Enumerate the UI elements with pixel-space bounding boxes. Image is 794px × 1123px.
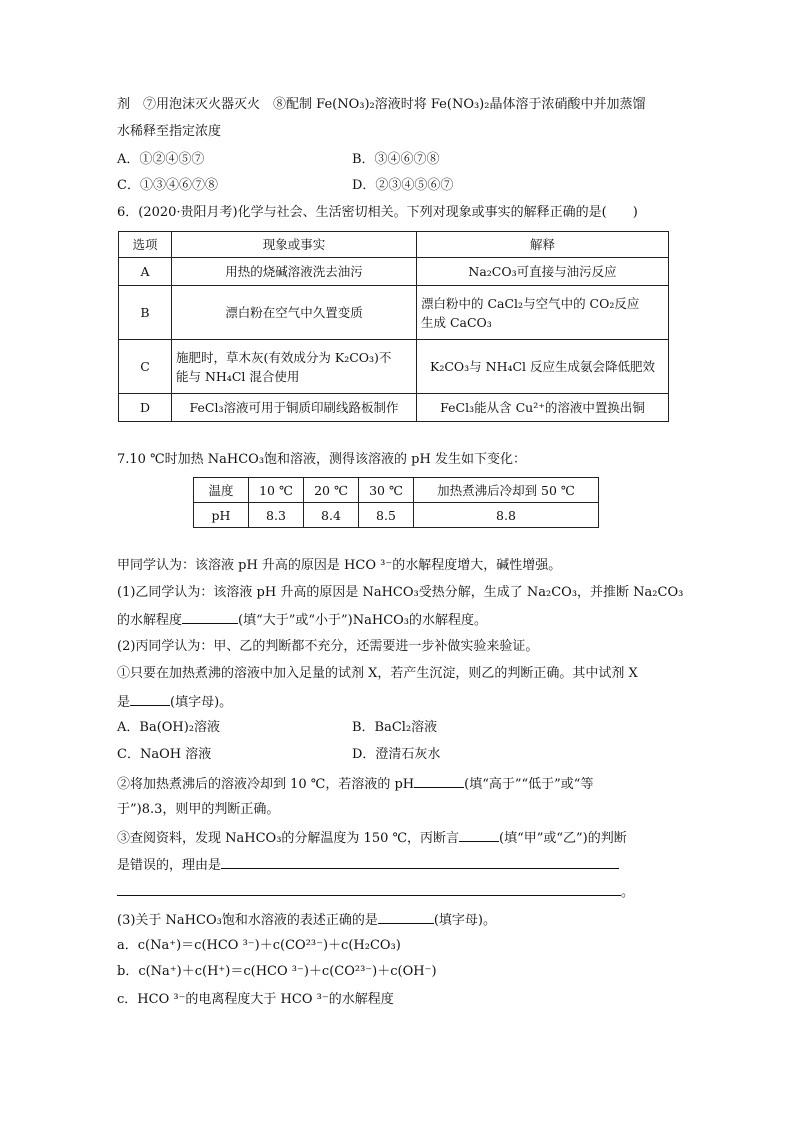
answer-blank[interactable]	[221, 854, 619, 869]
table-row	[194, 503, 599, 528]
table-cell: 温度	[194, 478, 249, 503]
answer-blank[interactable]	[130, 691, 170, 706]
table-header: 现象或事实	[172, 232, 417, 258]
table-cell: B	[119, 286, 172, 340]
cell-line: 漂白粉中的 CaCl₂与空气中的 CO₂反应	[421, 295, 640, 311]
table-cell: 8.8	[414, 503, 599, 528]
table-cell: 30 ℃	[359, 478, 414, 503]
text-fragment: (填“高于”“低于”或“等	[464, 777, 594, 792]
option-a: A．①②④⑤⑦	[117, 152, 205, 167]
statement-b: b．c(Na⁺)＋c(H⁺)＝c(HCO ³⁻)＋c(CO²³⁻)＋c(OH⁻)	[117, 964, 437, 979]
table-cell: 漂白粉在空气中久置变质	[172, 286, 417, 340]
table-header: 选项	[119, 232, 172, 258]
text-line	[117, 609, 487, 631]
text-fragment: ③查阅资料，发现 NaHCO₃的分解温度为 150 ℃，丙断言	[117, 831, 460, 846]
statement-a: a．c(Na⁺)＝c(HCO ³⁻)＋c(CO²³⁻)＋c(H₂CO₃)	[117, 938, 401, 953]
table-cell: 8.4	[304, 503, 359, 528]
text-fragment: 是错误的，理由是	[117, 858, 222, 873]
answer-blank[interactable]	[378, 909, 434, 924]
text-line: 甲同学认为：该溶液 pH 升高的原因是 HCO ³⁻的水解程度增大，碱性增强。	[117, 558, 562, 573]
question-7-stem: 7.10 ℃时加热 NaHCO₃饱和溶液，测得该溶液的 pH 发生如下变化：	[117, 452, 526, 467]
text-fragment: 。	[621, 885, 635, 900]
text-fragment: (填“甲”或“乙”)的判断	[499, 831, 627, 846]
table-cell: 10 ℃	[249, 478, 304, 503]
table-cell	[172, 340, 417, 394]
answer-blank[interactable]	[414, 773, 464, 788]
table-cell: Na₂CO₃可直接与油污反应	[417, 258, 669, 286]
text-fragment: (填字母)。	[170, 695, 233, 710]
question-6-stem: 6．(2020·贵阳月考)化学与社会、生活密切相关。下列对现象或事实的解释正确的是( )	[117, 205, 638, 220]
table-cell: K₂CO₃与 NH₄Cl 反应生成氨会降低肥效	[417, 340, 669, 394]
option-a: A．Ba(OH)₂溶液	[117, 720, 221, 735]
text-line	[117, 827, 627, 849]
table-cell: 加热煮沸后冷却到 50 ℃	[414, 478, 599, 503]
text-line	[117, 881, 634, 903]
text-fragment: (填字母)。	[433, 913, 496, 928]
table-cell: 8.3	[249, 503, 304, 528]
table-cell: FeCl₃能从含 Cu²⁺的溶液中置换出铜	[417, 394, 669, 422]
option-c: C．NaOH 溶液	[117, 747, 212, 762]
option-b: B．③④⑥⑦⑧	[352, 152, 440, 167]
text-fragment: (填“大于”或“小于”)NaHCO₃的水解程度。	[238, 613, 488, 628]
table-cell: 8.5	[359, 503, 414, 528]
statement-c: c．HCO ³⁻的电离程度大于 HCO ³⁻的水解程度	[117, 992, 394, 1007]
text-fragment: (3)关于 NaHCO₃饱和水溶液的表述正确的是	[117, 913, 378, 928]
table-cell: A	[119, 258, 172, 286]
text-line	[117, 854, 619, 876]
table-row	[194, 478, 599, 503]
text-line: 水稀释至指定浓度	[117, 124, 222, 139]
table-row	[119, 394, 669, 422]
table-cell: C	[119, 340, 172, 394]
answer-blank[interactable]	[182, 609, 238, 624]
text-line: 于”)8.3，则甲的判断正确。	[117, 802, 280, 817]
option-d: D．澄清石灰水	[352, 747, 441, 762]
table-cell: pH	[194, 503, 249, 528]
table-cell: 用热的烧碱溶液洗去油污	[172, 258, 417, 286]
text-fragment: ②将加热煮沸后的溶液冷却到 10 ℃，若溶液的 pH	[117, 777, 415, 792]
table-cell: D	[119, 394, 172, 422]
table-row	[119, 258, 669, 286]
text-line	[117, 909, 496, 931]
question-7-table	[193, 477, 599, 528]
answer-blank[interactable]	[117, 881, 621, 896]
text-line	[117, 773, 593, 795]
text-line: (2)丙同学认为：甲、乙的判断都不充分，还需要进一步补做实验来验证。	[117, 639, 539, 654]
text-line: 剂 ⑦用泡沫灭火器灭火 ⑧配制 Fe(NO₃)₂溶液时将 Fe(NO₃)₂晶体溶于浓硝酸中并加蒸馏	[117, 97, 646, 112]
text-fragment: 是	[117, 695, 131, 710]
table-cell: 20 ℃	[304, 478, 359, 503]
table-header: 解释	[417, 232, 669, 258]
option-c: C．①③④⑥⑦⑧	[117, 178, 218, 193]
answer-blank[interactable]	[459, 827, 499, 842]
table-cell	[417, 286, 669, 340]
cell-line: 生成 CaCO₃	[421, 314, 492, 330]
cell-line: 能与 NH₄Cl 混合使用	[176, 368, 300, 384]
option-d: D．②③④⑤⑥⑦	[352, 178, 454, 193]
text-line: ①只要在加热煮沸的溶液中加入足量的试剂 X，若产生沉淀，则乙的判断正确。其中试剂 X	[117, 666, 638, 681]
question-6-table	[118, 231, 669, 422]
table-row	[119, 340, 669, 394]
table-row	[119, 286, 669, 340]
table-cell: FeCl₃溶液可用于铜质印刷线路板制作	[172, 394, 417, 422]
option-b: B．BaCl₂溶液	[352, 720, 438, 735]
text-fragment: 的水解程度	[117, 613, 183, 628]
text-line: (1)乙同学认为：该溶液 pH 升高的原因是 NaHCO₃受热分解，生成了 Na₂CO₃，并推断 Na₂CO₃	[117, 585, 684, 600]
cell-line: 施肥时，草木灰(有效成分为 K₂CO₃)不	[176, 349, 392, 365]
text-line	[117, 691, 232, 713]
